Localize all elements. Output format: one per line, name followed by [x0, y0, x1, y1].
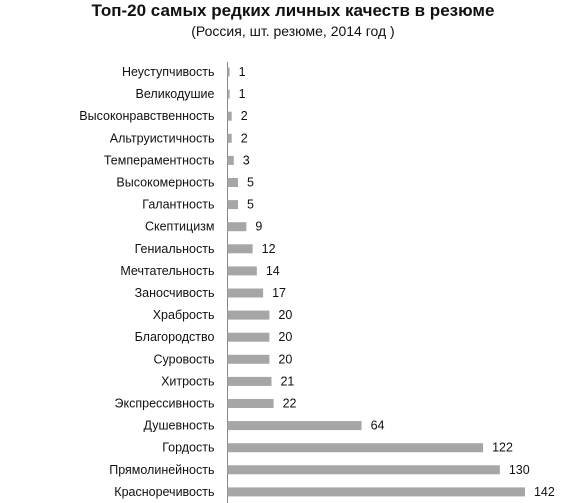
- data-label: 14: [265, 263, 280, 278]
- bar: [228, 266, 257, 275]
- category-label: Душевность: [143, 418, 215, 433]
- category-label: Высокомерность: [116, 175, 215, 190]
- data-label: 122: [492, 440, 513, 455]
- category-label: Гордость: [162, 440, 215, 455]
- bar: [228, 289, 264, 298]
- category-label: Скептицизм: [144, 219, 215, 234]
- bar: [228, 333, 270, 342]
- data-label: 1: [238, 87, 246, 102]
- category-label: Высоконравственность: [79, 109, 215, 124]
- bar: [228, 487, 525, 496]
- bar: [228, 377, 272, 386]
- data-label: 17: [272, 286, 287, 300]
- data-label: 130: [508, 462, 530, 477]
- data-label: 22: [282, 396, 297, 411]
- category-label: Экспрессивность: [114, 396, 215, 411]
- category-label: Прямолинейность: [109, 462, 215, 477]
- data-label: 2: [240, 109, 248, 124]
- bar: [228, 421, 362, 430]
- category-label: Хитрость: [161, 374, 215, 389]
- category-label: Темпераментность: [103, 153, 215, 168]
- data-label: 142: [533, 484, 555, 499]
- category-label: Великодушие: [135, 87, 215, 102]
- data-label: 3: [242, 153, 250, 168]
- data-label: 9: [255, 219, 263, 234]
- data-label: 20: [278, 330, 293, 345]
- data-label: 64: [370, 418, 385, 433]
- category-label: Красноречивость: [114, 484, 215, 499]
- bar: [228, 178, 238, 187]
- category-label: Неуступчивость: [121, 65, 215, 79]
- chart-subtitle: (Россия, шт. резюме, 2014 год ): [191, 23, 395, 39]
- bar: [228, 134, 232, 143]
- category-label: Мечтательность: [120, 263, 215, 278]
- bar: [228, 156, 234, 165]
- bar: [228, 222, 247, 231]
- category-label: Гениальность: [134, 241, 215, 256]
- category-label: Заносчивость: [134, 286, 215, 300]
- bar: [228, 355, 270, 364]
- data-label: 12: [261, 241, 276, 256]
- bar: [228, 465, 500, 474]
- data-label: 20: [278, 308, 293, 323]
- bar: [228, 200, 238, 209]
- category-label: Храбрость: [152, 308, 215, 323]
- bar: [228, 68, 230, 77]
- category-label: Суровость: [153, 352, 215, 367]
- category-label: Альтруистичность: [109, 131, 215, 146]
- bar: [228, 443, 484, 452]
- bar: [228, 90, 230, 99]
- bar: [228, 244, 253, 253]
- data-label: 5: [246, 175, 254, 190]
- data-label: 2: [240, 131, 248, 146]
- bar: [228, 112, 232, 121]
- data-label: 20: [278, 352, 293, 367]
- data-label: 5: [246, 197, 254, 212]
- data-label: 21: [280, 374, 295, 389]
- chart-title: Топ-20 самых редких личных качеств в резюме: [91, 1, 495, 20]
- category-label: Благородство: [134, 330, 215, 345]
- bar: [228, 399, 274, 408]
- bar: [228, 311, 270, 320]
- category-label: Галантность: [142, 197, 215, 212]
- data-label: 1: [238, 65, 246, 79]
